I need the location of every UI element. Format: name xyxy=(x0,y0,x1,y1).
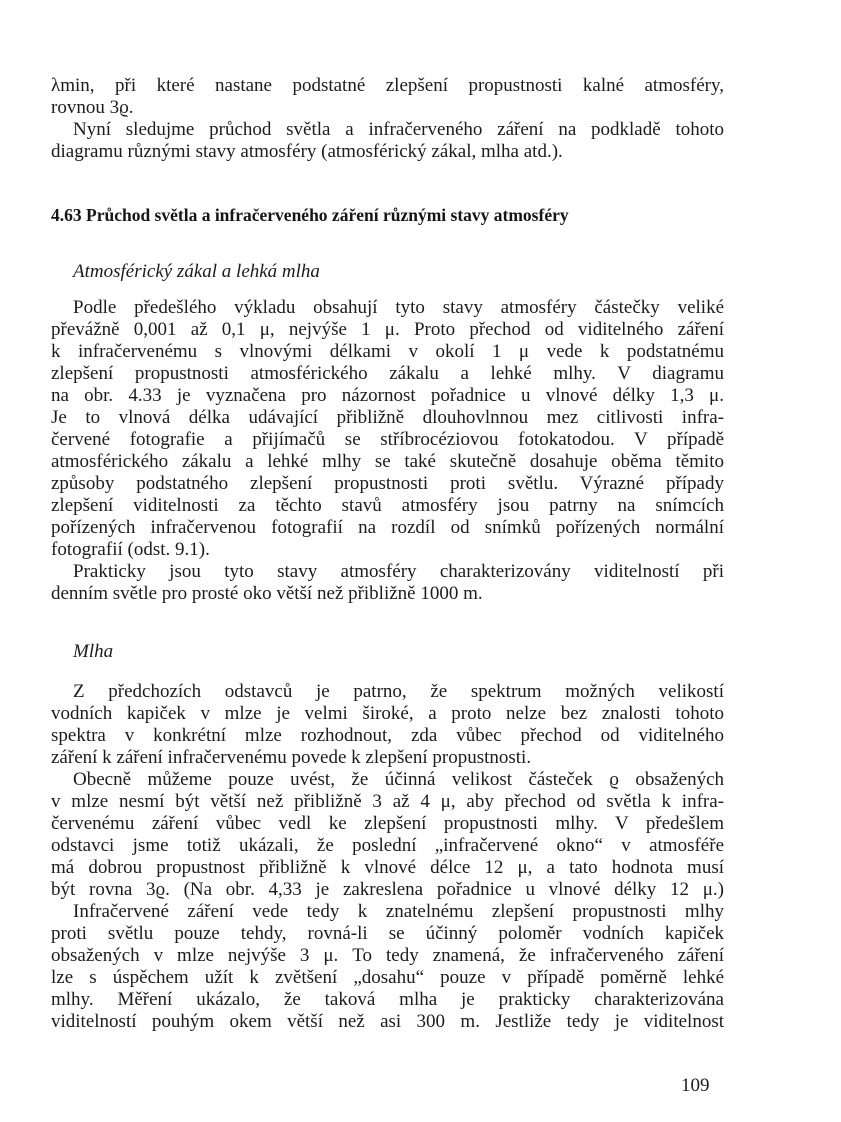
text-line: Prakticky jsou tyto stavy atmosféry charakterizovány viditelností při xyxy=(73,561,724,582)
subsection-title: Mlha xyxy=(73,641,114,662)
text-line: Je to vlnová délka udávající přibližně dlouhovlnnou mez citlivosti infra- xyxy=(51,407,724,428)
text-line: Z předchozích odstavců je patrno, že spektrum možných velikostí xyxy=(73,681,724,702)
text-line: červené fotografie a přijímačů se stříbrocéziovou fotokatodou. V případě xyxy=(51,429,724,450)
text-line: Infračervené záření vede tedy k znatelnému zlepšení propustnosti mlhy xyxy=(73,901,724,922)
text-line: λmin, při které nastane podstatné zlepšení propustnosti kalné atmosféry, xyxy=(51,75,724,96)
subsection-title: Atmosférický zákal a lehká mlha xyxy=(73,261,320,282)
text-line: zlepšení propustnosti atmosférického zákalu a lehké mlhy. V diagramu xyxy=(51,363,724,384)
section-heading: 4.63 Průchod světla a infračerveného záření různými stavy atmosféry xyxy=(51,205,569,225)
text-line: Nyní sledujme průchod světla a infračerveného záření na podkladě tohoto xyxy=(73,119,724,140)
text-line: převážně 0,001 až 0,1 μ, nejvýše 1 μ. Proto přechod od viditelného záření xyxy=(51,319,724,340)
text-line: vodních kapiček v mlze je velmi široké, a proto nelze bez znalosti tohoto xyxy=(51,703,724,724)
text-line: rovnou 3ϱ. xyxy=(51,97,134,118)
text-line: Obecně můžeme pouze uvést, že účinná velikost částeček ϱ obsažených xyxy=(73,769,724,790)
text-line: lze s úspěchem užít k zvětšení „dosahu“ pouze v případě poměrně lehké xyxy=(51,967,724,988)
text-line: červenému záření vůbec vedl ke zlepšení propustnosti mlhy. V předešlem xyxy=(51,813,724,834)
text-line: fotografií (odst. 9.1). xyxy=(51,539,210,560)
text-line: má dobrou propustnost přibližně k vlnové délce 12 μ, a tato hodnota musí xyxy=(51,857,724,878)
text-line: obsažených v mlze nejvýše 3 μ. To tedy znamená, že infračerveného záření xyxy=(51,945,724,966)
text-line: k infračervenému s vlnovými délkami v okolí 1 μ vede k podstatnému xyxy=(51,341,724,362)
text-line: spektra v konkrétní mlze rozhodnout, zda vůbec přechod od viditelného xyxy=(51,725,724,746)
text-line: způsoby podstatného zlepšení propustnosti proti světlu. Výrazné případy xyxy=(51,473,724,494)
text-line: pořízených infračervenou fotografií na rozdíl od snímků pořízených normální xyxy=(51,517,724,538)
page-number: 109 xyxy=(681,1075,710,1096)
text-line: proti světlu pouze tehdy, rovná-li se účinný poloměr vodních kapiček xyxy=(51,923,724,944)
text-line: odstavci jsme totiž ukázali, že poslední „infračervené okno“ v atmosféře xyxy=(51,835,724,856)
text-line: diagramu různými stavy atmosféry (atmosférický zákal, mlha atd.). xyxy=(51,141,563,162)
text-line: mlhy. Měření ukázalo, že taková mlha je prakticky charakterizována xyxy=(51,989,724,1010)
text-line: na obr. 4.33 je vyznačena pro názornost pořadnice u vlnové délky 1,3 μ. xyxy=(51,385,724,406)
text-line: viditelností pouhým okem větší než asi 300 m. Jestliže tedy je viditelnost xyxy=(51,1011,724,1032)
text-line: v mlze nesmí být větší než přibližně 3 až 4 μ, aby přechod od světla k infra- xyxy=(51,791,724,812)
text-line: zlepšení viditelnosti za těchto stavů atmosféry jsou patrny na snímcích xyxy=(51,495,724,516)
text-line: Podle předešlého výkladu obsahují tyto stavy atmosféry částečky veliké xyxy=(73,297,724,318)
text-line: být rovna 3ϱ. (Na obr. 4,33 je zakreslena pořadnice u vlnové délky 12 μ.) xyxy=(51,879,724,900)
text-line: záření k záření infračervenému povede k zlepšení propustnosti. xyxy=(51,747,532,768)
text-line: atmosférického zákalu a lehké mlhy se také skutečně dosahuje oběma těmito xyxy=(51,451,724,472)
text-line: denním světle pro prosté oko větší než přibližně 1000 m. xyxy=(51,583,483,604)
